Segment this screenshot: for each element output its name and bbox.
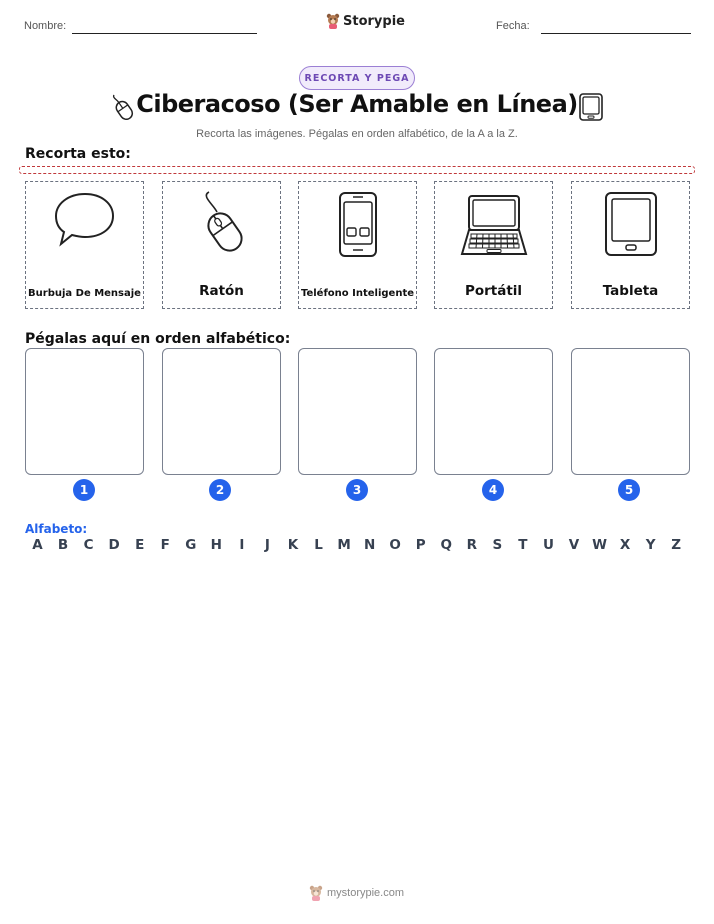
date-line[interactable] (541, 33, 691, 34)
bear-logo-icon (326, 13, 340, 29)
cut-card[interactable] (162, 181, 281, 309)
alphabet-letter: Q (440, 537, 452, 553)
card-label: Portátil (464, 283, 523, 299)
footer (309, 885, 404, 901)
date-label: Fecha: (496, 20, 530, 32)
alphabet-letter: V (568, 537, 580, 553)
activity-badge: RECORTA Y PEGA (299, 66, 415, 90)
card-label: Teléfono Inteligente (300, 288, 415, 299)
cut-section-heading: Recorta esto: (25, 146, 131, 162)
alphabet-letter: Y (645, 537, 656, 553)
alphabet-letter: L (314, 537, 323, 553)
card-label: Tableta (602, 283, 659, 299)
alphabet-letter: C (83, 537, 94, 553)
bear-logo-icon (309, 885, 323, 901)
alphabet-letter: F (160, 537, 170, 553)
alphabet-letter: S (492, 537, 503, 553)
card-label: Burbuja De Mensaje (28, 288, 141, 299)
alphabet-letter: U (542, 537, 554, 553)
page-title: Ciberacoso (Ser Amable en Línea) (136, 90, 578, 118)
cut-card[interactable] (571, 181, 690, 309)
cut-card[interactable] (298, 181, 417, 309)
name-label: Nombre: (24, 20, 67, 32)
card-label: Ratón (199, 283, 244, 299)
cut-card[interactable] (434, 181, 553, 309)
alphabet-letter: R (466, 537, 477, 553)
alphabet-letter: G (185, 537, 197, 553)
alphabet-letter: D (108, 537, 120, 553)
alphabet-letter: N (363, 537, 376, 553)
slot-number: 4 (482, 479, 504, 501)
alphabet-letter: P (415, 537, 426, 553)
alphabet-letter: Z (671, 537, 682, 553)
slot-number: 3 (346, 479, 368, 501)
cut-card[interactable] (25, 181, 144, 309)
alphabet-title: Alfabeto: (25, 522, 88, 536)
tablet-icon (602, 190, 660, 258)
alphabet-letter: O (389, 537, 401, 553)
alphabet-letter: J (264, 537, 270, 553)
alphabet-letter: H (210, 537, 222, 553)
speech-bubble-icon (52, 190, 118, 250)
alphabet-letter: A (32, 537, 43, 553)
footer-link[interactable]: mystorypie.com (327, 887, 405, 899)
smartphone-icon (336, 190, 380, 260)
alphabet-row (25, 537, 689, 553)
laptop-icon (459, 190, 529, 262)
paste-slot[interactable] (162, 348, 281, 475)
slot-number: 2 (209, 479, 231, 501)
alphabet-letter: I (239, 537, 245, 553)
alphabet-letter: T (518, 537, 528, 553)
alphabet-letter: K (287, 537, 299, 553)
alphabet-letter: M (337, 537, 351, 553)
paste-section-heading: Pégalas aquí en orden alfabético: (25, 331, 291, 347)
paste-slot[interactable] (571, 348, 690, 475)
mouse-icon (187, 190, 257, 260)
alphabet-letter: W (592, 537, 607, 553)
cut-line (19, 166, 695, 174)
brand-logo (326, 13, 405, 29)
alphabet-letter: B (57, 537, 69, 553)
paste-slot[interactable] (434, 348, 553, 475)
paste-slot[interactable] (298, 348, 417, 475)
alphabet-letter: X (619, 537, 631, 553)
brand-name: Storypie (343, 13, 405, 29)
slot-number: 5 (618, 479, 640, 501)
paste-slot[interactable] (25, 348, 144, 475)
name-line[interactable] (72, 33, 257, 34)
instructions: Recorta las imágenes. Pégalas en orden alfabético, de la A a la Z. (196, 128, 518, 140)
alphabet-letter: E (135, 537, 145, 553)
tablet-icon (577, 92, 605, 122)
slot-number: 1 (73, 479, 95, 501)
